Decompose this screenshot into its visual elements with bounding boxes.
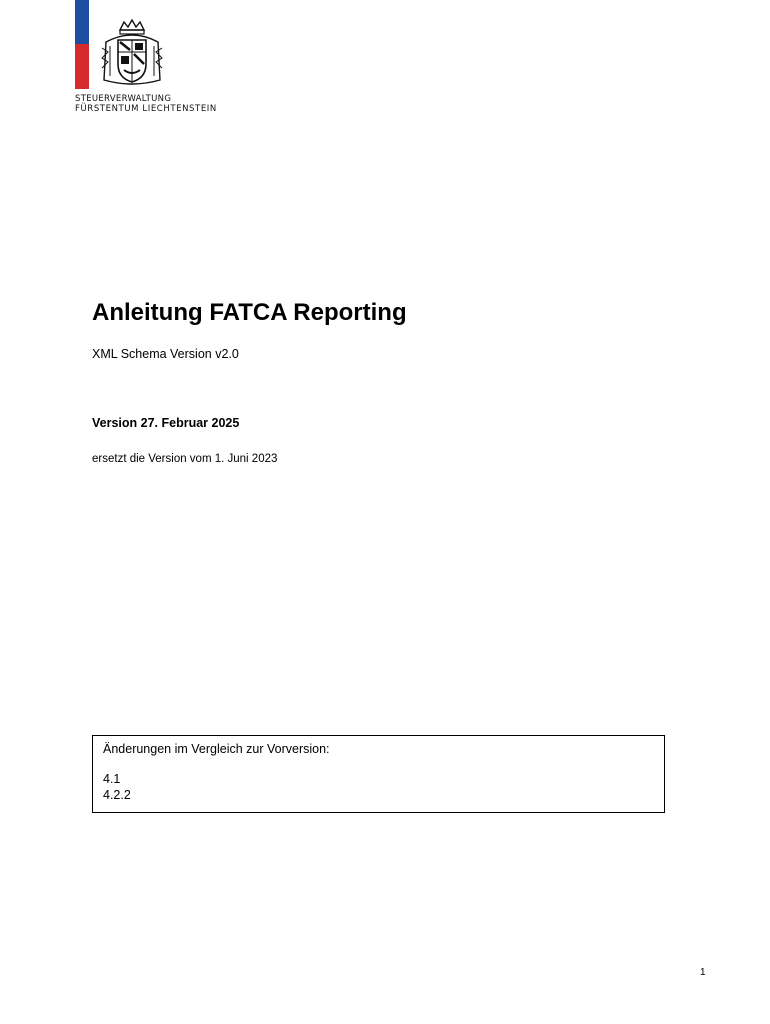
changes-box <box>92 735 665 813</box>
document-replaces-note: ersetzt die Version vom 1. Juni 2023 <box>92 453 278 465</box>
document-title: Anleitung FATCA Reporting <box>92 299 407 326</box>
changes-list-item: 4.2.2 <box>103 788 131 802</box>
document-subtitle: XML Schema Version v2.0 <box>92 347 239 361</box>
logo-wordmark <box>75 94 217 114</box>
changes-list-item: 4.1 <box>103 772 121 786</box>
changes-heading: Änderungen im Vergleich zur Vorversion: <box>103 742 330 756</box>
changes-list <box>103 771 654 803</box>
flag-stripe-red <box>75 44 89 89</box>
flag-stripe-blue <box>75 0 89 44</box>
logo-line-2: FÜRSTENTUM LIECHTENSTEIN <box>75 104 217 114</box>
page-number: 1 <box>700 967 706 978</box>
logo-line-1: STEUERVERWALTUNG <box>75 94 172 104</box>
coat-of-arms-icon <box>98 18 166 90</box>
document-version: Version 27. Februar 2025 <box>92 416 240 430</box>
